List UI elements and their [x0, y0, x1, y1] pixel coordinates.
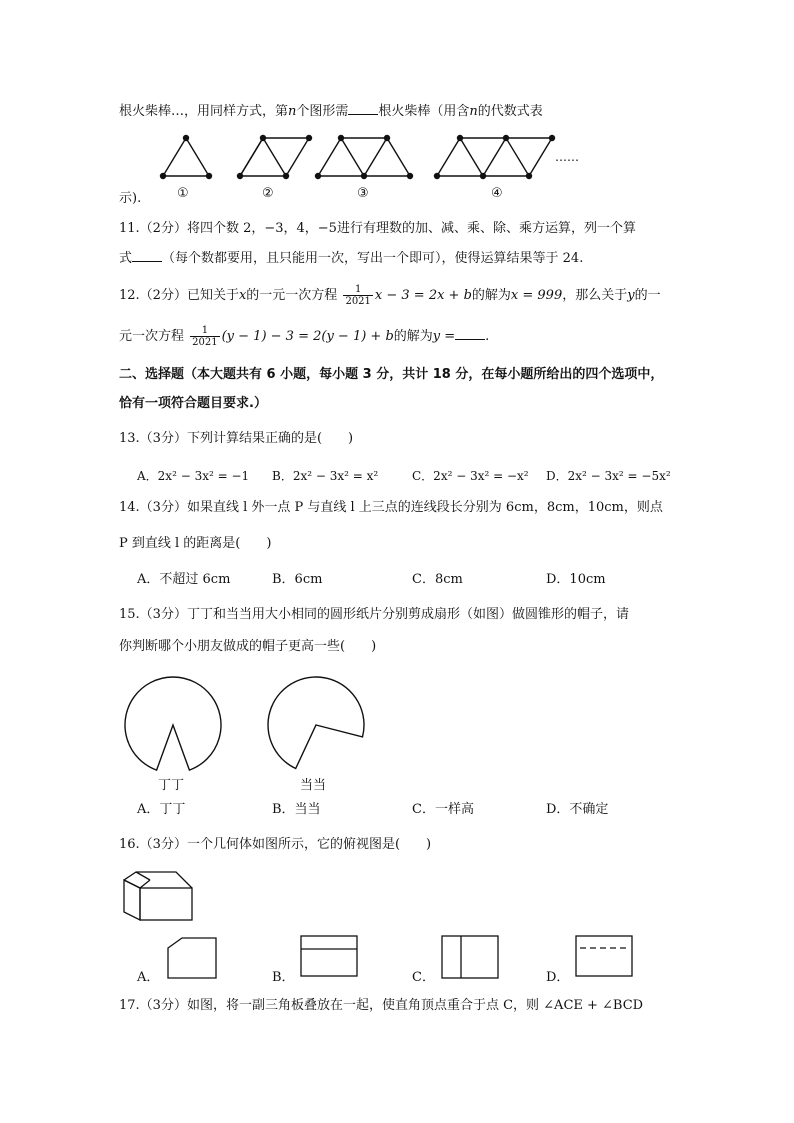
q12-equation-1: x − 3 = 2x + b: [374, 288, 472, 303]
q11-line1: 11.（2分）将四个数 2，−3，4，−5进行有理数的加、减、乘、除、乘方运算，列一个算: [119, 221, 636, 236]
q12-blank: [455, 327, 485, 340]
q10-text-a: 根火柴棒…，用同样方式，第: [119, 104, 289, 119]
matchstick-figures: [0, 128, 794, 228]
q12-fraction-1: [343, 284, 372, 307]
q12-answer-var: y =: [432, 329, 456, 344]
q12-fraction-2: [190, 325, 219, 348]
q12-mid4: 的一: [634, 288, 661, 303]
q13-option-b: B．2x² − 3x² = x²: [272, 469, 379, 483]
q10-text-d: 的代数式表: [477, 104, 543, 119]
q12-line2-b: 的解为: [393, 329, 433, 344]
section-2-heading: 二、选择题（本大题共有 6 小题，每小题 3 分，共计 18 分，在每小题所给出的四个选项中，: [119, 367, 664, 382]
q12-var-x: x: [238, 288, 247, 303]
q12-line2: [119, 325, 489, 348]
q10-dots: ……: [555, 150, 579, 164]
q15-fig-label-dingding: 丁丁: [158, 778, 185, 793]
q10-text-c: 根火柴棒（用含: [378, 104, 470, 119]
q12-line2-a: 元一次方程: [119, 329, 185, 344]
q15-option-b: B．当当: [272, 802, 321, 817]
q12-frac2-den: 2021: [192, 337, 218, 348]
solid-figure: [120, 866, 200, 926]
q16-option-a-label: A．: [137, 970, 160, 985]
q13-option-d: D．2x² − 3x² = −5x²: [546, 469, 671, 483]
q14-option-d: D．10cm: [546, 572, 606, 587]
q15-option-d: D．不确定: [546, 802, 609, 817]
q12-end: .: [485, 329, 490, 344]
q12-var-y: y: [627, 288, 635, 303]
q16-option-c-label: C．: [412, 970, 435, 985]
q16-option-d-figure: [574, 932, 634, 982]
q10-label-2: ②: [262, 186, 274, 201]
q11-line2: [119, 249, 583, 268]
q10-label-4: ④: [491, 186, 503, 201]
q12-mid1: 的一元一次方程: [246, 288, 338, 303]
q16-option-a-figure: [160, 932, 220, 982]
q15-line2: 你判断哪个小朋友做成的帽子更高一些( ): [119, 639, 377, 654]
q10-line2: 示).: [119, 191, 142, 206]
q10-text-b: 个图形需: [296, 104, 349, 119]
q10-var-n2: n: [469, 104, 478, 119]
sector-figures: [0, 665, 794, 785]
q15-line1: 15.（3分）丁丁和当当用大小相同的圆形纸片分别剪成扇形（如图）做圆锥形的帽子，请: [119, 607, 629, 622]
q10-label-1: ①: [177, 186, 189, 201]
q12-equation-2: (y − 1) − 3 = 2(y − 1) + b: [221, 329, 394, 344]
q10-var-n: n: [288, 104, 297, 119]
q12-mid2: 的解为: [471, 288, 511, 303]
q12-line1: [119, 284, 661, 307]
q10-line1: [119, 102, 543, 121]
q11-text-a: 式: [119, 251, 133, 266]
q17-line1: 17.（3分）如图，将一副三角板叠放在一起，使直角顶点重合于点 C，则 ∠ACE + ∠BCD: [119, 998, 644, 1013]
q10-blank: [348, 102, 378, 115]
q12-frac-den: 2021: [345, 296, 371, 307]
q16-option-d-label: D．: [546, 970, 570, 985]
q10-label-3: ③: [357, 186, 369, 201]
q12-solution: x = 999: [510, 288, 563, 303]
q12-frac-num: 1: [343, 284, 372, 296]
q15-fig-label-dangdang: 当当: [300, 778, 327, 793]
q14-option-a: A．不超过 6cm: [137, 572, 231, 587]
q13-stem: 13.（3分）下列计算结果正确的是( ): [119, 431, 354, 446]
q13-option-a: A．2x² − 3x² = −1: [137, 469, 250, 483]
q13-option-c: C．2x² − 3x² = −x²: [412, 469, 529, 483]
q16-stem: 16.（3分）一个几何体如图所示，它的俯视图是( ): [119, 837, 432, 852]
q12-mid3: ，那么关于: [562, 288, 628, 303]
q16-option-c-figure: [440, 932, 500, 982]
q12-prefix: 12.（2分）已知关于: [119, 288, 239, 303]
q11-blank: [132, 249, 162, 262]
q12-frac2-num: 1: [190, 325, 219, 337]
q15-option-c: C．一样高: [412, 802, 474, 817]
section-2-heading-cont: 恰有一项符合题目要求.）: [119, 396, 267, 411]
q14-option-c: C．8cm: [412, 572, 463, 587]
q16-option-b-figure: [299, 932, 359, 982]
q14-line1: 14.（3分）如果直线 l 外一点 P 与直线 l 上三点的连线段长分别为 6cm，8cm，10cm，则点: [119, 500, 663, 515]
q11-text-b: （每个数都要用，且只能用一次，写出一个即可），使得运算结果等于 24.: [162, 251, 584, 266]
q15-option-a: A．丁丁: [137, 802, 186, 817]
q16-option-b-label: B．: [272, 970, 295, 985]
q14-option-b: B．6cm: [272, 572, 323, 587]
q14-line2: P 到直线 l 的距离是( ): [119, 536, 272, 551]
